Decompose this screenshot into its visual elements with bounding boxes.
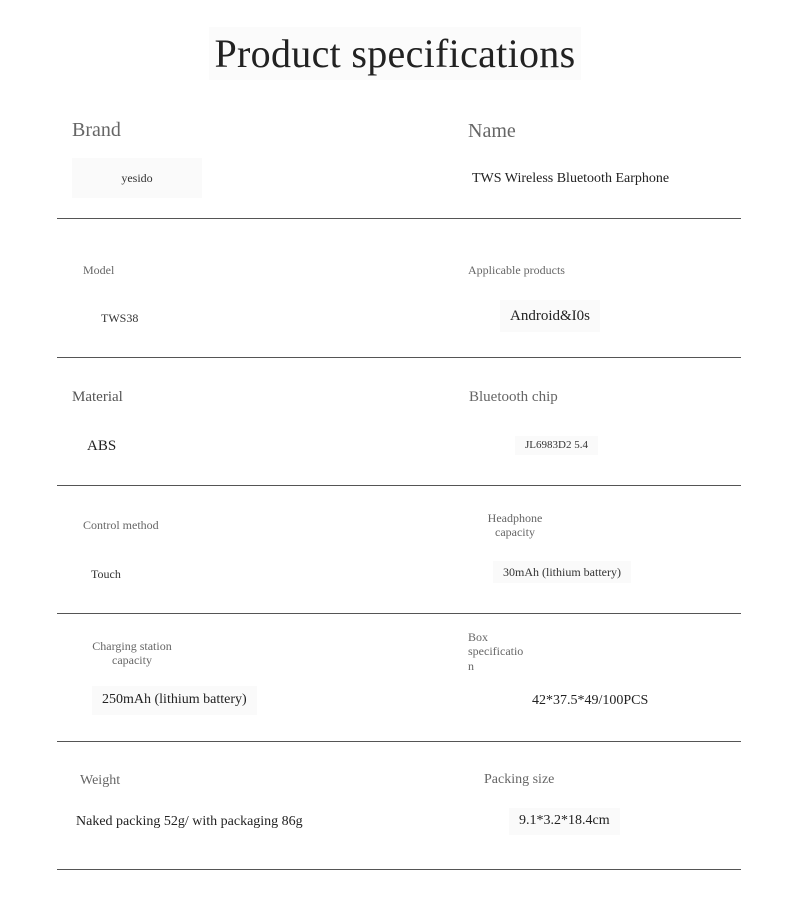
control-method-value: Touch [91,567,121,581]
applicable-products-value: Android&I0s [500,300,600,332]
packing-size-label: Packing size [484,772,555,787]
brand-label: Brand [72,119,121,141]
bluetooth-chip-label: Bluetooth chip [469,389,558,405]
headphone-capacity-label-line1: Headphone [487,511,543,525]
page-title-text: Product specifications [209,27,582,80]
box-specification-value: 42*37.5*49/100PCS [532,693,649,708]
weight-value: Naked packing 52g/ with packaging 86g [76,814,303,829]
name-value: TWS Wireless Bluetooth Earphone [472,171,670,186]
charging-station-capacity-label [91,639,173,668]
charging-station-capacity-value: 250mAh (lithium battery) [92,686,257,715]
row-divider [57,741,741,742]
material-label: Material [72,389,123,405]
row-divider [57,485,741,486]
name-label: Name [468,120,516,142]
packing-size-value: 9.1*3.2*18.4cm [509,808,620,835]
applicable-products-label: Applicable products [468,263,565,277]
box-specification-label-line2: specificatio [468,644,524,659]
material-value: ABS [87,438,117,454]
row-divider [57,613,741,614]
headphone-capacity-value: 30mAh (lithium battery) [493,561,631,583]
control-method-label: Control method [83,518,159,532]
model-label: Model [83,263,115,277]
headphone-capacity-label [487,511,543,540]
charging-station-capacity-label-line1: Charging station [92,639,172,653]
headphone-capacity-label-line2: capacity [495,525,535,540]
row-divider [57,218,741,219]
page-title [0,30,790,77]
box-specification-label-line1: Box [468,630,489,644]
row-divider [57,869,741,870]
model-value: TWS38 [101,311,139,325]
bluetooth-chip-value: JL6983D2 5.4 [515,436,598,455]
row-divider [57,357,741,358]
box-specification-label [468,630,523,673]
charging-station-capacity-label-line2: capacity [112,653,152,668]
weight-label: Weight [80,773,121,788]
brand-value: yesido [72,158,202,198]
box-specification-label-line3: n [468,658,474,673]
